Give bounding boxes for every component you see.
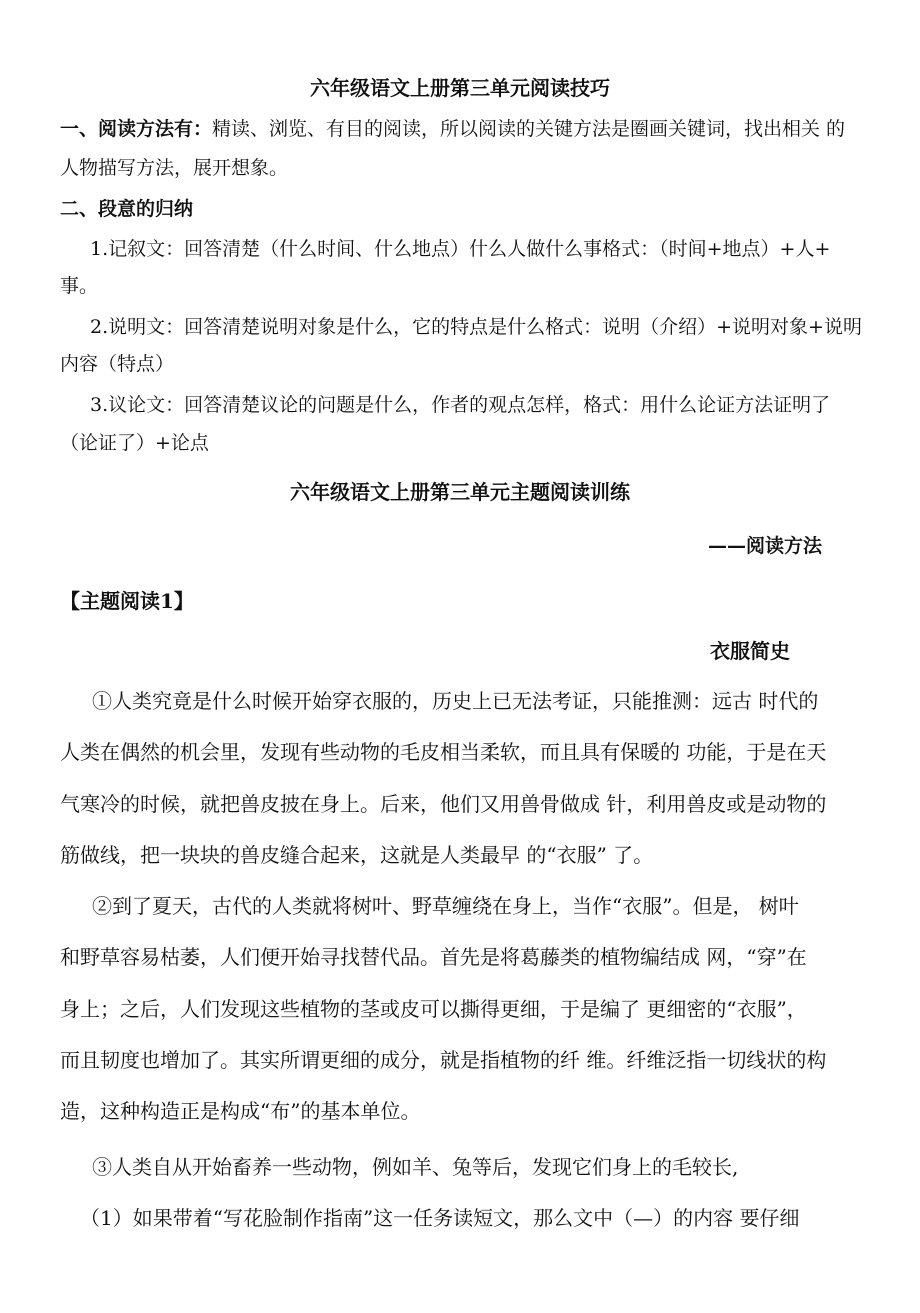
section-1-text: 精读、浏览、有目的阅读，所以阅读的关键方法是圈画关键词，找出相关 的 [212, 118, 846, 140]
training-title: 六年级语文上册第三单元主题阅读训练 [290, 480, 630, 504]
item-3-line2: （论证了）+论点 [60, 432, 209, 454]
item-3-line1: 3.议论文：回答清楚议论的问题是什么，作者的观点怎样，格式：用什么论证方法证明了 [90, 394, 831, 416]
p1-line4: 筋做线，把一块块的兽皮缝合起来，这就是人类最早 的“衣服” 了。 [60, 843, 654, 867]
section-1-text-line2: 人物描写方法，展开想象。 [60, 157, 289, 179]
p3-line1: ③人类自从开始畜养一些动物，例如羊、兔等后，发现它们身上的毛较长, [92, 1155, 739, 1179]
p1-line1: ①人类究竟是什么时候开始穿衣服的，历史上已无法考证，只能推测：远古 时代的 [92, 689, 819, 713]
training-subtitle: ——阅读方法 [708, 535, 823, 557]
item-1-line2: 事。 [60, 275, 99, 297]
section-1-label: 一、阅读方法有： [60, 118, 213, 140]
article-title: 衣服简史 [710, 639, 790, 663]
doc-title: 六年级语文上册第三单元阅读技巧 [310, 76, 610, 100]
p2-line2: 和野草容易枯萎，人们便开始寻找替代品。首先是将葛藤类的植物编结成 网，“穿”在 [60, 945, 807, 969]
section-2-label: 二、段意的归纳 [60, 198, 194, 220]
p1-line3: 气寒冷的时候，就把兽皮披在身上。后来，他们又用兽骨做成 针，利用兽皮或是动物的 [60, 792, 827, 816]
question-1: （1）如果带着“写花脸制作指南”这一任务读短文，那么文中（—）的内容 要仔细 [80, 1206, 800, 1230]
p2-line4: 而且韧度也增加了。其实所谓更细的成分，就是指植物的纤 维。纤维泛指一切线状的构 [60, 1048, 827, 1072]
p1-line2: 人类在偶然的机会里，发现有些动物的毛皮相当柔软，而且具有保暖的 功能，于是在天 [60, 740, 827, 764]
p2-line1: ②到了夏天，古代的人类就将树叶、野草缠绕在身上，当作“衣服”。但是， 树叶 [92, 894, 799, 918]
p2-line5: 造，这种构造正是构成“布”的基本单位。 [60, 1099, 421, 1123]
item-1-line1: 1.记叙文：回答清楚（什么时间、什么地点）什么人做什么事格式：（时间+地点）+人+ [90, 238, 831, 260]
item-2-line2: 内容（特点） [60, 353, 175, 375]
p2-line3: 身上；之后，人们发现这些植物的茎或皮可以撕得更细，于是编了 更细密的“衣服”， [60, 997, 807, 1021]
section-1 [60, 120, 845, 139]
theme-label: 【主题阅读1】 [60, 589, 194, 613]
item-2-line1: 2.说明文：回答清楚说明对象是什么，它的特点是什么格式：说明（介绍）+说明对象+说明 [90, 316, 862, 338]
